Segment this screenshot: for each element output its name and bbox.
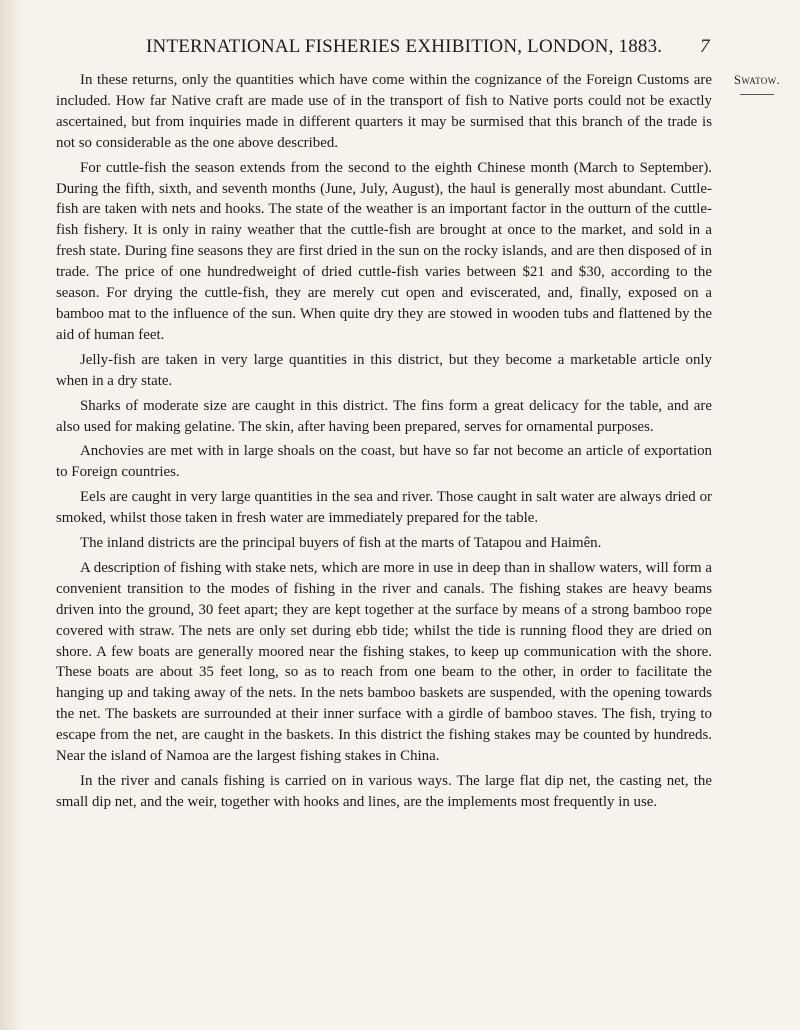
header-title: INTERNATIONAL FISHERIES EXHIBITION, LONDON, 1883. (146, 36, 663, 57)
paragraph-inland-districts: The inland districts are the principal buyers of fish at the marts of Tatapou and Haimên. (80, 535, 602, 552)
paragraph-stake-nets: A description of fishing with stake nets, which are more in use in deep than in shallow waters, will form a convenient transition to the modes of fishing in the river and canals. The fishing stakes are heavy beams driven into the ground, 30 feet apart; they are kept together at the surface by means of a strong bamboo rope covered with straw. The nets are only set during ebb tide; whilst the tide is running flood they are dried on shore. A few boats are generally moored near the fishing stakes, to keep up communication with the shore. These boats are about 35 feet long, so as to reach from one beam to the other, in order to facilitate the hanging up and taking away of the nets. In the nets bamboo baskets are suspended, with the opening towards the net. The baskets are surrounded at their inner surface with a girdle of bamboo staves. The fish, trying to escape from the net, are caught in the baskets. In this district the fishing stakes may be counted by hundreds. Near the island of Namoa are the largest fishing stakes in China. (56, 559, 712, 765)
paragraph-returns: In these returns, only the quantities which have come within the cognizance of the Foreign Customs are included. How far Native craft are made use of in the transport of fish to Native ports could not be exactly ascertained, but from inquiries made in different quarters it may be surmised that this branch of the trade is not so considerable as the one above described. (56, 72, 712, 151)
paragraph-jelly-fish: Jelly-fish are taken in very large quantities in this district, but they become a marketable article only when in a dry state. (56, 351, 712, 389)
paragraph-cuttle-fish: For cuttle-fish the season extends from the second to the eighth Chinese month (March to September). During the fifth, sixth, and seventh months (June, July, August), the haul is generally most abundant. Cuttle-fish are taken with nets and hooks. The state of the weather is an important factor in the outturn of the cuttle-fish fishery. It is only in rainy weather that the cuttle-fish are brought at once to the market, and sold in a fresh state. During fine seasons they are first dried in the sun on the rocky islands, and are then disposed of in trade. The price of one hundredweight of dried cuttle-fish varies between $21 and $30, according to the season. For drying the cuttle-fish, they are merely cut open and eviscerated, and, finally, exposed on a bamboo mat to the influence of the sun. When quite dry they are stowed in wooden tubs and flattened by the aid of human feet. (56, 159, 712, 343)
paragraph-sharks: Sharks of moderate size are caught in this district. The fins form a great delicacy for the table, and are also used for making gelatine. The skin, after having been prepared, serves for ornamental purposes. (56, 397, 712, 435)
body-text (56, 70, 712, 817)
margin-note-text: Swatow. (734, 73, 781, 87)
paragraph-river-canals: In the river and canals fishing is carried on in various ways. The large flat dip net, the casting net, the small dip net, and the weir, together with hooks and lines, are the implements most frequently in use. (56, 773, 712, 810)
margin-note-rule (740, 94, 774, 95)
page-edge-shadow (0, 0, 22, 1030)
margin-note (734, 73, 800, 95)
paragraph-eels: Eels are caught in very large quantities in the sea and river. Those caught in salt water are always dried or smoked, whilst those taken in fresh water are immediately prepared for the table. (56, 489, 712, 527)
paragraph-anchovies: Anchovies are met with in large shoals on the coast, but have so far not become an article of exportation to Foreign countries. (56, 443, 712, 481)
page-number: 7 (700, 36, 710, 57)
